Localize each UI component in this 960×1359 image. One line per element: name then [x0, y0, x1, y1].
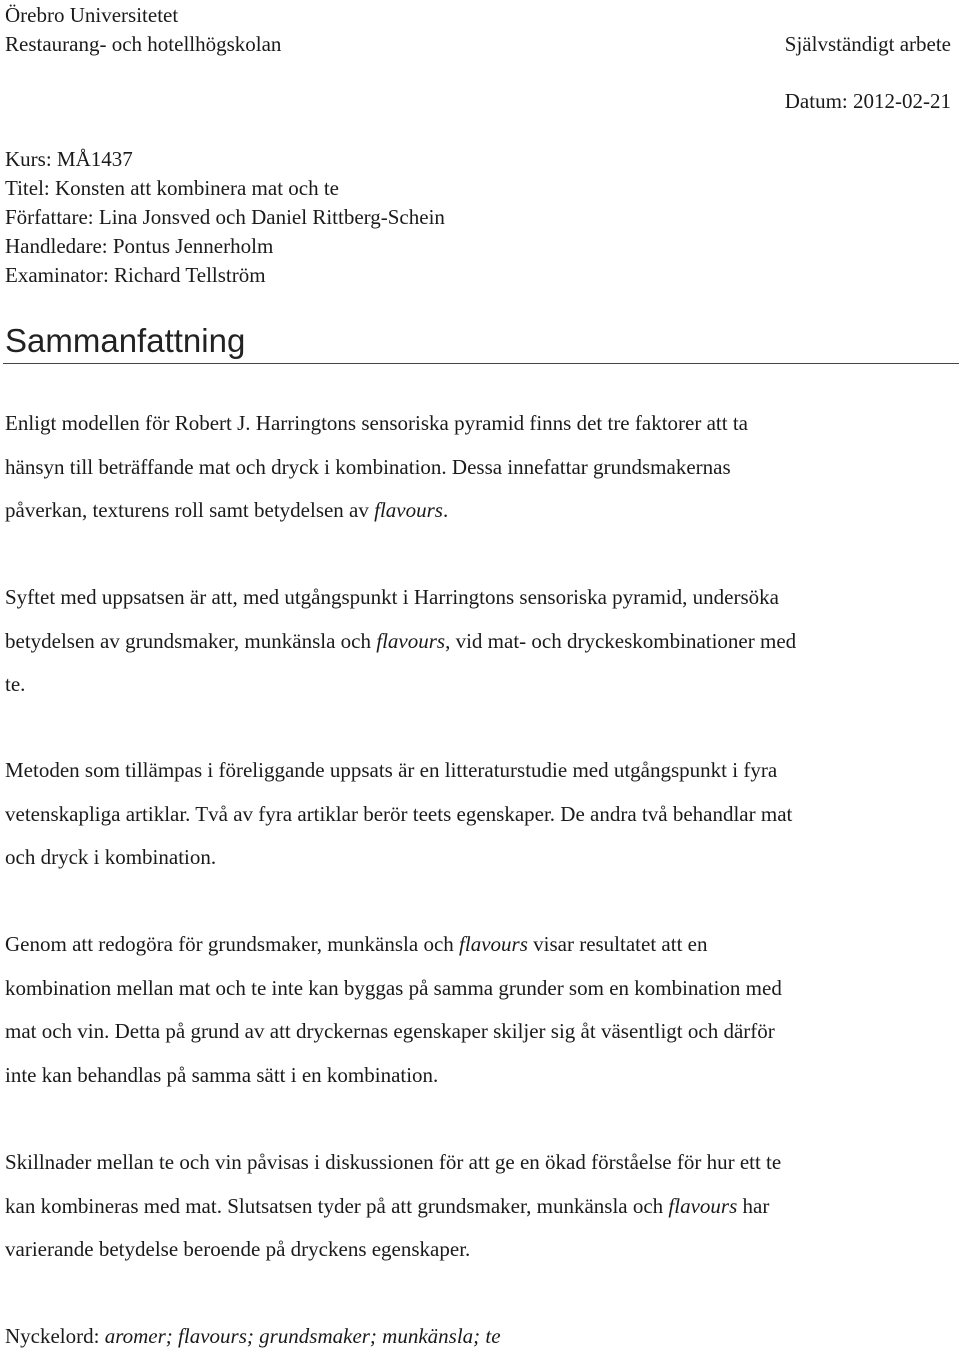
italic-term: flavours	[459, 932, 528, 956]
paragraph-4	[5, 923, 957, 1097]
paragraph-line: och dryck i kombination.	[5, 845, 217, 869]
title-line: Titel: Konsten att kombinera mat och te	[5, 176, 340, 200]
paragraph-line: varierande betydelse beroende på dryckens egenskaper.	[5, 1237, 471, 1261]
examiner-line: Examinator: Richard Tellström	[5, 263, 266, 287]
supervisor-line: Handledare: Pontus Jennerholm	[5, 234, 274, 258]
paragraph-line: inte kan behandlas på samma sätt i en kombination.	[5, 1062, 439, 1087]
keywords-values: aromer; flavours; grundsmaker; munkänsla; te	[104, 1324, 501, 1348]
paragraph-line: kombination mellan mat och te inte kan byggas på samma grunder som en kombination med	[5, 975, 782, 1000]
date-label: Datum:	[784, 89, 848, 113]
document-type: Självständigt arbete	[784, 32, 951, 56]
keywords-label: Nyckelord:	[5, 1324, 105, 1348]
paragraph-line: hänsyn till beträffande mat och dryck i kombination. Dessa innefattar grundsmakernas	[5, 454, 731, 479]
authors-line: Författare: Lina Jonsved och Daniel Rittberg-Schein	[5, 205, 445, 229]
keywords-line	[5, 1315, 501, 1359]
italic-term: flavours	[668, 1193, 738, 1218]
italic-term: flavours	[376, 628, 446, 653]
section-heading: Sammanfattning	[5, 322, 246, 359]
paragraph-2	[5, 576, 957, 707]
paragraph-line: kan kombineras med mat. Slutsatsen tyder på att grundsmaker, munkänsla och flavours har	[5, 1193, 770, 1218]
paragraph-line: te.	[5, 672, 26, 696]
school-name: Restaurang- och hotellhögskolan	[5, 32, 282, 56]
paragraph-line: Enligt modellen för Robert J. Harringtons sensoriska pyramid finns det tre faktorer att ta	[5, 411, 748, 435]
paragraph-line: vetenskapliga artiklar. Två av fyra artiklar berör teets egenskaper. De andra två behandlar mat	[5, 801, 793, 826]
university-name: Örebro Universitetet	[5, 3, 179, 27]
paragraph-line: mat och vin. Detta på grund av att dryckernas egenskaper skiljer sig åt väsentligt och därför	[5, 1019, 775, 1043]
course-line: Kurs: MÅ1437	[5, 147, 133, 171]
paragraph-5	[5, 1141, 957, 1272]
paragraph-line: påverkan, texturens roll samt betydelsen av flavours.	[5, 498, 449, 522]
paragraph-line: Syftet med uppsatsen är att, med utgångspunkt i Harringtons sensoriska pyramid, undersöka	[5, 585, 779, 609]
paragraph-line: Metoden som tillämpas i föreliggande uppsats är en litteraturstudie med utgångspunkt i fyra	[5, 758, 778, 782]
paragraph-3	[5, 749, 957, 880]
paragraph-line: Genom att redogöra för grundsmaker, munkänsla och flavours visar resultatet att en	[5, 932, 708, 956]
date-value: 2012-02-21	[853, 89, 951, 113]
heading-rule	[3, 363, 959, 364]
paragraph-line: betydelsen av grundsmaker, munkänsla och flavours, vid mat- och dryckeskombinationer med	[5, 628, 797, 653]
paragraph-line: Skillnader mellan te och vin påvisas i diskussionen för att ge en ökad förståelse för hur ett te	[5, 1150, 782, 1174]
date-line	[785, 87, 951, 115]
italic-term: flavours	[374, 498, 443, 522]
paragraph-1	[5, 402, 957, 533]
